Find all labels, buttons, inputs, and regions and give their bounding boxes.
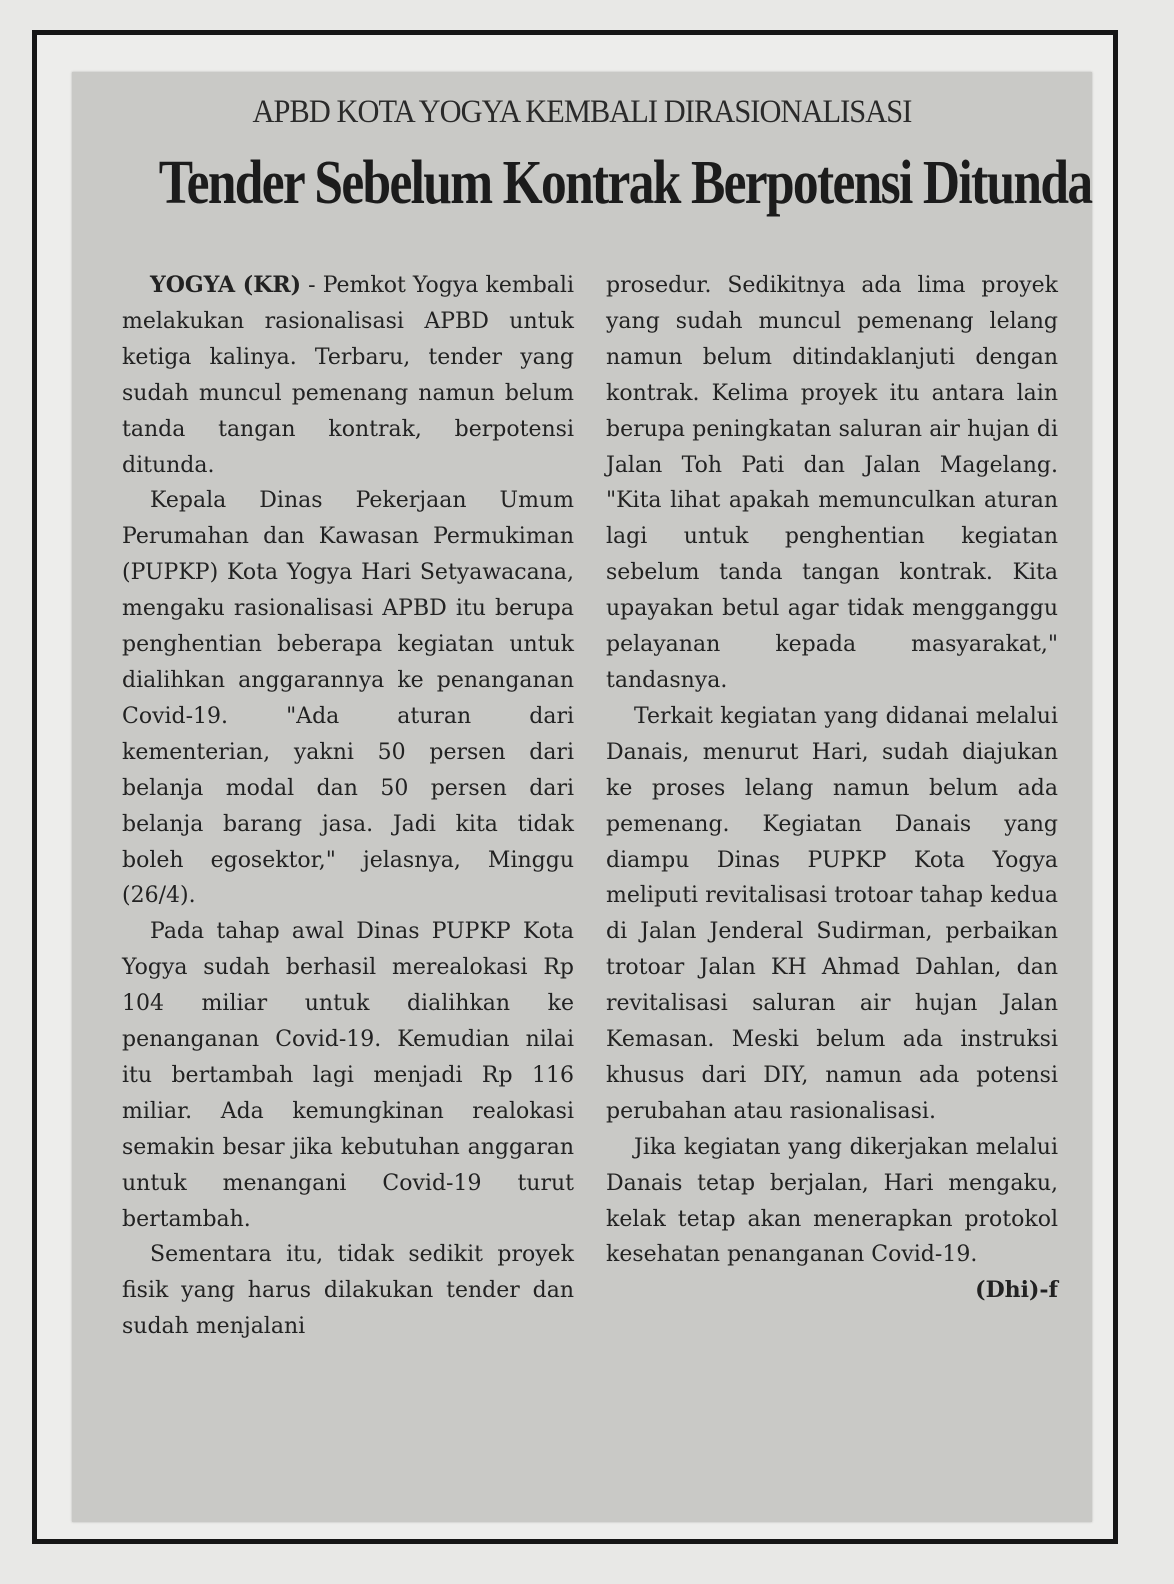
article-paragraph: Kepala Dinas Pekerjaan Umum Perumahan dan Kawasan Permukiman (PUPKP) Kota Yogya Hari Setyawacana, mengaku rasionalisasi APBD itu berupa penghentian beberapa kegiatan untuk dialihkan anggarannya ke penanganan Covid-19. "Ada aturan dari kementerian, yakni 50 persen dari belanja modal dan 50 persen dari belanja barang jasa. Jadi kita tidak boleh egosektor," jelasnya, Minggu (26/4). [122,488,574,909]
article-column-right [606,268,1058,1309]
article-paragraph: Pada tahap awal Dinas PUPKP Kota Yogya sudah berhasil merealokasi Rp 104 miliar untuk dialihkan ke penanganan Covid-19. Kemudian nilai itu bertambah lagi menjadi Rp 116 miliar. Ada kemungkinan realokasi semakin besar jika kebutuhan anggaran untuk menangani Covid-19 turut bertambah. [122,919,574,1232]
article-paragraph-text: Jika kegiatan yang dikerjakan melalui Danais tetap berjalan, Hari mengaku, kelak tetap akan menerapkan protokol kesehatan penanganan Covid-19. [606,1134,1058,1268]
article-headline: Tender Sebelum Kontrak Berpotensi Ditunda [158,149,1092,217]
article-byline: (Dhi)-f [975,1277,1058,1304]
article-paragraph: Terkait kegiatan yang didanai melalui Danais, menurut Hari, sudah diajukan ke proses lelang namun belum ada pemenang. Kegiatan Danais yang diampu Dinas PUPKP Kota Yogya meliputi revitalisasi trotoar tahap kedua di Jalan Jenderal Sudirman, perbaikan trotoar Jalan KH Ahmad Dahlan, dan revitalisasi saluran air hujan Jalan Kemasan. Meski belum ada instruksi khusus dari DIY, namun ada potensi perubahan atau rasionalisasi. [606,703,1058,1124]
newspaper-clipping [72,72,1092,1522]
article-paragraph: prosedur. Sedikitnya ada lima proyek yang sudah muncul pemenang lelang namun belum ditindaklanjuti dengan kontrak. Kelima proyek itu antara lain berupa peningkatan saluran air hujan di Jalan Toh Pati dan Jalan Magelang. "Kita lihat apakah memunculkan aturan lagi untuk penghentian kegiatan sebelum tanda tangan kontrak. Kita upayakan betul agar tidak mengganggu pelayanan kepada masyarakat," tandasnya. [606,273,1058,693]
article-kicker: APBD KOTA YOGYA KEMBALI DIRASIONALISASI [252,94,912,130]
article-dateline: YOGYA (KR) [150,272,302,298]
article-column-left [122,268,574,1345]
article-paragraph-text: - Pemkot Yogya kembali melakukan rasionalisasi APBD untuk ketiga kalinya. Terbaru, tender yang sudah muncul pemenang namun belum tanda tangan kontrak, berpotensi ditunda. [122,273,574,478]
article-paragraph: Sementara itu, tidak sedikit proyek fisik yang harus dilakukan tender dan sudah menjalani [122,1242,574,1340]
article-paragraph [122,268,574,483]
article-paragraph [606,1130,1058,1304]
